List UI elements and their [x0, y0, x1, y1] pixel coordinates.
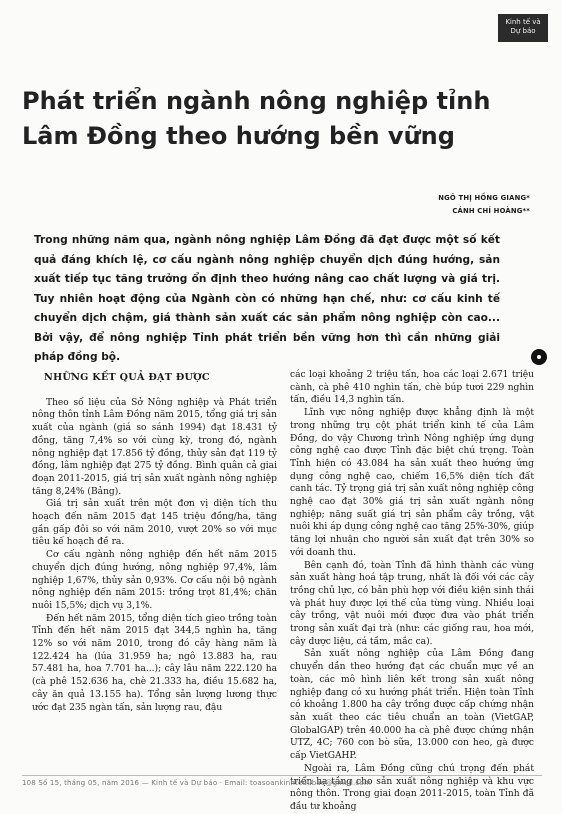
author-1: NGÔ THỊ HỒNG GIANG*: [438, 194, 530, 202]
page-footer: 108 Số 15, tháng 05, năm 2016 — Kinh tế và Dự báo · Email: toasoankinhtedubao@gmail.com: [22, 775, 542, 787]
paragraph: Bên cạnh đó, toàn Tỉnh đã hình thành các vùng sản xuất hàng hoá tập trung, nhất là đối với các cây trồng chủ lực, có bản phù hợp với điều kiện sinh thái và phát huy được lợi thế của từng vùng. Nhiều loại cây trồng, vật nuôi mới được đưa vào phát triển trong sản xuất đại trà (như: các giống rau, hoa mới, cây dược liệu, cá tầm, mắc ca).: [290, 560, 534, 647]
column-right: [290, 369, 534, 814]
paragraph: Theo số liệu của Sở Nông nghiệp và Phát triển nông thôn tỉnh Lâm Đồng năm 2015, tổng giá trị sản xuất của ngành (giá so sánh 1994) đạt 18.431 tỷ đồng, tăng 7,4% so với cùng kỳ, trong đó, ngành nông nghiệp đạt 17.856 tỷ đồng, thủy sản đạt 119 tỷ đồng, lâm nghiệp đạt 275 tỷ đồng. Bình quân cả giai đoạn 2011-2015, giá trị sản xuất ngành nông nghiệp tăng 8,24% (Bảng).: [32, 397, 277, 497]
paragraph: Đến hết năm 2015, tổng diện tích gieo trồng toàn Tỉnh đến hết năm 2015 đạt 344,5 nghìn ha, tăng 12% so với năm 2010, trong đó cây hàng năm là 122.424 ha (lúa 31.959 ha; ngô 13.883 ha, rau 57.481 ha, hoa 7.701 ha...); cây lâu năm 222.120 ha (cà phê 152.636 ha, chè 21.333 ha, điều 15.682 ha, cây ăn quả 13.155 ha). Tổng sản lượng lương thực ước đạt 235 ngàn tấn, sản lượng rau, đậu: [32, 613, 277, 713]
paragraph: các loại khoảng 2 triệu tấn, hoa các loại 2.671 triệu cành, cà phê 410 nghìn tấn, chè búp tươi 229 nghìn tấn, điều 14,3 nghìn tấn.: [290, 370, 534, 406]
journal-badge: Kinh tế và Dự báo: [498, 14, 548, 42]
lead-abstract: Trong những năm qua, ngành nông nghiệp Lâm Đồng đã đạt được một số kết quả đáng khích lệ, cơ cấu ngành nông nghiệp chuyển dịch đúng hướng, sản xuất tiếp tục tăng trưởng ổn định theo hướng nâng cao chất lượng và giá trị. Tuy nhiên hoạt động của Ngành còn có những hạn chế, như: cơ cấu kinh tế chuyển dịch chậm, giá thành sản xuất các sản phẩm nông nghiệp còn cao... Bởi vậy, để nông nghiệp Tỉnh phát triển bền vững hơn thì cần những giải pháp đồng bộ.: [34, 234, 500, 363]
paragraph: Ngoài ra, Lâm Đồng cũng chú trọng đến phát triển hạ tầng cho sản xuất nông nghiệp và khu vực nông thôn. Trong giai đoạn 2011-2015, toàn Tỉnh đã đầu tư khoảng: [290, 763, 534, 812]
column-left: [32, 369, 277, 714]
article-title: Phát triển ngành nông nghiệp tỉnh Lâm Đồng theo hướng bền vững: [22, 87, 491, 150]
section-bullet-icon: [531, 349, 547, 365]
paragraph: Sản xuất nông nghiệp của Lâm Đồng đang chuyển dần theo hướng đạt các chuẩn mực về an toàn, các mô hình liên kết trong sản xuất nông nghiệp đang có xu hướng phát triển. Hiện toàn Tỉnh có khoảng 1.800 ha cây trồng được cấp chứng nhận sản xuất theo các tiêu chuẩn an toàn (VietGAP, GlobalGAP) trên 40.000 ha cà phê được chứng nhận UTZ, 4C; 760 con bò sữa, 13.000 con heo, gà được cấp VietGAHP.: [290, 649, 534, 762]
authors-block: [230, 192, 530, 218]
paragraph: Cơ cấu ngành nông nghiệp đến hết năm 2015 chuyển dịch đúng hướng, nông nghiệp 97,4%, lâm nghiệp 1,67%, thủy sản 0,93%. Cơ cấu nội bộ ngành nông nghiệp đến năm 2015: trồng trọt 81,4%; chăn nuôi 15,5%; dịch vụ 3,1%.: [32, 550, 277, 611]
section-heading: NHỮNG KẾT QUẢ ĐẠT ĐƯỢC: [44, 372, 210, 383]
author-2: CÁNH CHÍ HOÀNG**: [452, 207, 530, 215]
paragraph: Lĩnh vực nông nghiệp được khẳng định là một trong những trụ cột phát triển kinh tế của Lâm Đồng, do vậy Chương trình Nông nghiệp ứng dụng công nghệ cao được Tỉnh đặc biệt chú trọng. Toàn Tỉnh hiện có 43.084 ha sản xuất theo hướng ứng dụng công nghệ cao, chiếm 16,5% diện tích đất canh tác. Tỷ trọng giá trị sản xuất nông nghiệp công nghệ cao đạt 30% giá trị sản xuất ngành nông nghiệp; năng suất giá trị sản phẩm cây trồng, vật nuôi khi áp dụng công nghệ cao tăng 25%-30%, giúp tăng lợi nhuận cho người sản xuất đạt trên 30% so với doanh thu.: [290, 408, 534, 558]
paragraph: Giá trị sản xuất trên một đơn vị diện tích thu hoạch đến năm 2015 đạt 145 triệu đồng/ha, tăng gần gấp đôi so với năm 2010, vượt 20% so với mục tiêu kế hoạch đề ra.: [32, 499, 277, 548]
